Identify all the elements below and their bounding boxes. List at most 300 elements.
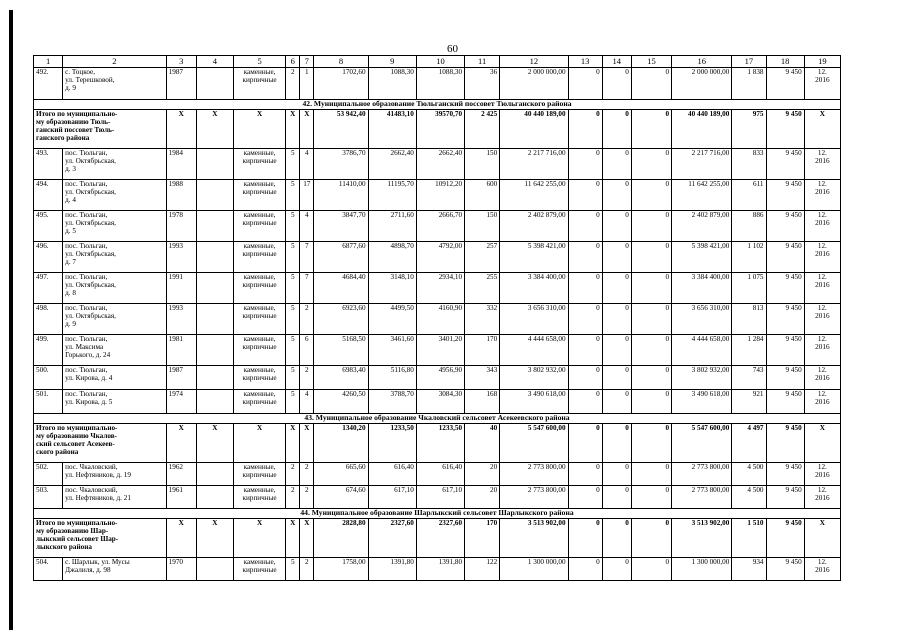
table-cell: [196, 558, 233, 581]
subtotal-cell: 975: [732, 110, 766, 149]
table-cell: 9 450: [766, 558, 804, 581]
table-cell: 0: [568, 463, 602, 486]
subtotal-cell: 39570,70: [416, 110, 464, 149]
table-cell: 9 450: [766, 304, 804, 335]
table-cell: 5: [286, 273, 300, 304]
section-heading: 43. Муниципальное образование Чкаловский сельсовет Асекеевского района: [34, 414, 841, 424]
table-cell: 0: [602, 211, 631, 242]
row-number: 498.: [34, 304, 63, 335]
table-cell: 617,10: [368, 486, 416, 509]
table-cell: 1961: [166, 486, 196, 509]
subtotal-cell: 170: [465, 519, 500, 558]
table-cell: 12. 2016: [804, 149, 840, 180]
table-cell: 1 300 000,00: [500, 558, 568, 581]
address-cell: пос. Тюльган, ул. Октябрьская, д. 5: [63, 211, 167, 242]
row-number: 493.: [34, 149, 63, 180]
table-cell: 170: [465, 335, 500, 366]
subtotal-cell: 53 942,40: [314, 110, 368, 149]
row-number: 501.: [34, 390, 63, 414]
column-number: 9: [368, 56, 416, 68]
subtotal-label: Итого по муниципально- му образованию Тюль- ганский поссовет Тюль- ганского района: [34, 110, 167, 149]
table-cell: 3 802 932,00: [500, 366, 568, 390]
table-cell: 9 450: [766, 68, 804, 100]
table-cell: 4: [300, 211, 314, 242]
column-number: 10: [416, 56, 464, 68]
column-number: 11: [465, 56, 500, 68]
table-cell: 9 450: [766, 180, 804, 211]
table-cell: 2 773 800,00: [500, 486, 568, 509]
table-cell: 2 773 800,00: [500, 463, 568, 486]
row-number: 503.: [34, 486, 63, 509]
address-cell: пос. Тюльган, ул. Октябрьская, д. 9: [63, 304, 167, 335]
table-row: [34, 242, 841, 273]
table-cell: 5: [286, 558, 300, 581]
table-cell: 1962: [166, 463, 196, 486]
subtotal-cell: 0: [602, 110, 631, 149]
table-cell: [196, 242, 233, 273]
table-cell: 9 450: [766, 211, 804, 242]
column-number: 8: [314, 56, 368, 68]
table-cell: 0: [602, 242, 631, 273]
subtotal-cell: 0: [631, 519, 671, 558]
table-row: [34, 463, 841, 486]
table-cell: 665,60: [314, 463, 368, 486]
subtotal-cell: X: [300, 424, 314, 463]
table-cell: 1993: [166, 242, 196, 273]
table-cell: 0: [631, 242, 671, 273]
table-cell: каменные, кирпичные: [233, 242, 285, 273]
column-number: 2: [63, 56, 167, 68]
table-cell: 4: [300, 390, 314, 414]
table-cell: 0: [602, 273, 631, 304]
table-cell: каменные, кирпичные: [233, 273, 285, 304]
subtotal-cell: 9 450: [766, 519, 804, 558]
table-cell: 1991: [166, 273, 196, 304]
row-number: 497.: [34, 273, 63, 304]
table-cell: 6923,60: [314, 304, 368, 335]
table-cell: 1 102: [732, 242, 766, 273]
subtotal-cell: X: [286, 110, 300, 149]
column-number: 3: [166, 56, 196, 68]
table-cell: 4: [300, 149, 314, 180]
table-cell: 12. 2016: [804, 211, 840, 242]
subtotal-cell: 40: [465, 424, 500, 463]
table-cell: 5 398 421,00: [672, 242, 732, 273]
table-cell: 0: [602, 390, 631, 414]
table-cell: 9 450: [766, 486, 804, 509]
table-cell: 0: [568, 390, 602, 414]
address-cell: пос. Тюльган, ул. Октябрьская, д. 4: [63, 180, 167, 211]
subtotal-cell: 0: [602, 519, 631, 558]
table-cell: 0: [568, 486, 602, 509]
subtotal-cell: 1233,50: [368, 424, 416, 463]
row-number: 499.: [34, 335, 63, 366]
column-number: 12: [500, 56, 568, 68]
table-cell: 1: [300, 68, 314, 100]
table-cell: 0: [602, 366, 631, 390]
table-cell: 0: [602, 335, 631, 366]
table-row: [34, 390, 841, 414]
table-row: [34, 486, 841, 509]
table-cell: 0: [602, 486, 631, 509]
table-cell: 2: [286, 463, 300, 486]
subtotal-cell: 5 547 600,00: [672, 424, 732, 463]
table-cell: 600: [465, 180, 500, 211]
table-cell: 0: [568, 242, 602, 273]
table-cell: 3461,60: [368, 335, 416, 366]
table-cell: 1 300 000,00: [672, 558, 732, 581]
address-cell: пос. Чкаловский, ул. Нефтяников, д. 19: [63, 463, 167, 486]
row-number: 495.: [34, 211, 63, 242]
subtotal-cell: 0: [568, 110, 602, 149]
table-cell: 2711,60: [368, 211, 416, 242]
subtotal-cell: 0: [568, 519, 602, 558]
column-number-header: [34, 56, 841, 68]
table-cell: 0: [568, 211, 602, 242]
table-cell: 1758,00: [314, 558, 368, 581]
table-cell: 1993: [166, 304, 196, 335]
table-cell: 12. 2016: [804, 390, 840, 414]
table-cell: 934: [732, 558, 766, 581]
table-cell: 921: [732, 390, 766, 414]
table-cell: 0: [568, 180, 602, 211]
subtotal-label: Итого по муниципально- му образованию Чкалов- ский сельсовет Асекеев- ского района: [34, 424, 167, 463]
table-cell: 1088,30: [416, 68, 464, 100]
table-cell: 2 217 716,00: [672, 149, 732, 180]
table-cell: 4684,40: [314, 273, 368, 304]
subtotal-cell: 40 440 189,00: [672, 110, 732, 149]
column-number: 18: [766, 56, 804, 68]
table-cell: 11195,70: [368, 180, 416, 211]
table-cell: 3 490 618,00: [500, 390, 568, 414]
table-cell: 12. 2016: [804, 273, 840, 304]
subtotal-cell: 3 513 902,00: [500, 519, 568, 558]
table-cell: 4 444 658,00: [672, 335, 732, 366]
table-cell: [196, 68, 233, 100]
subtotal-cell: 9 450: [766, 110, 804, 149]
subtotal-cell: X: [166, 424, 196, 463]
table-cell: 4260,50: [314, 390, 368, 414]
subtotal-cell: X: [196, 519, 233, 558]
table-cell: 2 000 000,00: [672, 68, 732, 100]
table-cell: 12. 2016: [804, 463, 840, 486]
table-cell: [196, 335, 233, 366]
table-cell: 9 450: [766, 390, 804, 414]
table-cell: 9 450: [766, 463, 804, 486]
table-cell: 1984: [166, 149, 196, 180]
table-cell: 5: [286, 335, 300, 366]
table-cell: 12. 2016: [804, 180, 840, 211]
table-cell: 0: [602, 304, 631, 335]
table-cell: 1988: [166, 180, 196, 211]
column-number: 19: [804, 56, 840, 68]
column-number: 13: [568, 56, 602, 68]
subtotal-cell: 1 510: [732, 519, 766, 558]
table-cell: 11 642 255,00: [672, 180, 732, 211]
row-number: 500.: [34, 366, 63, 390]
table-cell: 0: [631, 390, 671, 414]
table-cell: 2: [300, 558, 314, 581]
table-cell: 12. 2016: [804, 335, 840, 366]
table-cell: 11410,00: [314, 180, 368, 211]
table-cell: 617,10: [416, 486, 464, 509]
table-cell: 3 656 310,00: [500, 304, 568, 335]
table-cell: 9 450: [766, 149, 804, 180]
table-cell: 9 450: [766, 366, 804, 390]
subtotal-row: [34, 424, 841, 463]
subtotal-cell: 3 513 902,00: [672, 519, 732, 558]
table-cell: 0: [631, 304, 671, 335]
table-cell: 0: [631, 149, 671, 180]
table-cell: 3 384 400,00: [500, 273, 568, 304]
subtotal-row: [34, 519, 841, 558]
page-binding-line: [9, 10, 13, 630]
table-cell: 2 773 800,00: [672, 463, 732, 486]
row-number: 502.: [34, 463, 63, 486]
subtotal-cell: 5 547 600,00: [500, 424, 568, 463]
table-cell: каменные, кирпичные: [233, 463, 285, 486]
housing-register-table: [33, 55, 841, 581]
table-cell: каменные, кирпичные: [233, 211, 285, 242]
table-cell: 7: [300, 273, 314, 304]
address-cell: пос. Тюльган, ул. Максима Горького, д. 24: [63, 335, 167, 366]
column-number: 4: [196, 56, 233, 68]
table-cell: [196, 149, 233, 180]
table-cell: 813: [732, 304, 766, 335]
table-row: [34, 335, 841, 366]
subtotal-cell: 2 425: [465, 110, 500, 149]
table-cell: 150: [465, 211, 500, 242]
table-cell: 2: [300, 366, 314, 390]
table-cell: [196, 273, 233, 304]
subtotal-label: Итого по муниципально- му образованию Шар- лыкский сельсовет Шар- лыкского района: [34, 519, 167, 558]
subtotal-cell: X: [233, 424, 285, 463]
table-cell: 4792,00: [416, 242, 464, 273]
table-cell: 0: [602, 68, 631, 100]
table-cell: 1702,60: [314, 68, 368, 100]
table-cell: каменные, кирпичные: [233, 335, 285, 366]
table-cell: каменные, кирпичные: [233, 180, 285, 211]
table-cell: 9 450: [766, 242, 804, 273]
table-cell: 2: [300, 304, 314, 335]
table-cell: 2666,70: [416, 211, 464, 242]
table-cell: [196, 390, 233, 414]
column-number: 17: [732, 56, 766, 68]
table-cell: 0: [568, 304, 602, 335]
subtotal-cell: X: [166, 519, 196, 558]
table-cell: 6983,40: [314, 366, 368, 390]
table-cell: 332: [465, 304, 500, 335]
table-cell: каменные, кирпичные: [233, 558, 285, 581]
subtotal-cell: X: [166, 110, 196, 149]
table-cell: 1391,80: [416, 558, 464, 581]
table-cell: [196, 211, 233, 242]
subtotal-cell: 9 450: [766, 424, 804, 463]
table-cell: 5: [286, 242, 300, 273]
subtotal-cell: X: [300, 519, 314, 558]
table-cell: 255: [465, 273, 500, 304]
table-cell: 2 402 879,00: [672, 211, 732, 242]
table-cell: 1981: [166, 335, 196, 366]
table-cell: 0: [631, 463, 671, 486]
table-cell: 4499,50: [368, 304, 416, 335]
table-cell: 5: [286, 149, 300, 180]
subtotal-cell: X: [233, 519, 285, 558]
table-cell: 6877,60: [314, 242, 368, 273]
table-cell: 7: [300, 242, 314, 273]
table-cell: 12. 2016: [804, 486, 840, 509]
section-heading: 44. Муниципальное образование Шарлыкский сельсовет Шарлыкского района: [34, 509, 841, 519]
section-heading-row: [34, 509, 841, 519]
table-cell: каменные, кирпичные: [233, 68, 285, 100]
table-cell: 12. 2016: [804, 68, 840, 100]
subtotal-cell: 2327,60: [416, 519, 464, 558]
table-cell: 5: [286, 304, 300, 335]
table-cell: 0: [568, 149, 602, 180]
table-cell: 1974: [166, 390, 196, 414]
table-cell: 0: [568, 273, 602, 304]
table-cell: 1 838: [732, 68, 766, 100]
table-cell: 0: [631, 273, 671, 304]
subtotal-cell: X: [196, 424, 233, 463]
table-cell: [196, 304, 233, 335]
table-cell: 3847,70: [314, 211, 368, 242]
table-cell: 0: [631, 180, 671, 211]
table-cell: 1391,80: [368, 558, 416, 581]
column-number: 15: [631, 56, 671, 68]
address-cell: пос. Чкаловский, ул. Нефтяников, д. 21: [63, 486, 167, 509]
table-cell: 1987: [166, 366, 196, 390]
table-cell: 4 500: [732, 463, 766, 486]
table-cell: 11 642 255,00: [500, 180, 568, 211]
table-cell: 0: [631, 486, 671, 509]
table-cell: [196, 180, 233, 211]
address-cell: пос. Тюльган, ул. Октябрьская, д. 7: [63, 242, 167, 273]
table-cell: 3786,70: [314, 149, 368, 180]
subtotal-cell: 0: [631, 110, 671, 149]
table-cell: 3 656 310,00: [672, 304, 732, 335]
table-cell: 343: [465, 366, 500, 390]
table-cell: каменные, кирпичные: [233, 366, 285, 390]
table-cell: 4160,90: [416, 304, 464, 335]
table-cell: каменные, кирпичные: [233, 486, 285, 509]
table-cell: 0: [568, 335, 602, 366]
table-cell: 3401,20: [416, 335, 464, 366]
table-cell: 674,60: [314, 486, 368, 509]
subtotal-cell: 2327,60: [368, 519, 416, 558]
table-cell: каменные, кирпичные: [233, 149, 285, 180]
table-cell: 3148,10: [368, 273, 416, 304]
table-row: [34, 211, 841, 242]
table-cell: [196, 463, 233, 486]
subtotal-cell: 1340,20: [314, 424, 368, 463]
table-row: [34, 149, 841, 180]
table-cell: 20: [465, 486, 500, 509]
table-cell: 1 075: [732, 273, 766, 304]
table-row: [34, 558, 841, 581]
table-cell: каменные, кирпичные: [233, 390, 285, 414]
table-cell: 743: [732, 366, 766, 390]
table-cell: 17: [300, 180, 314, 211]
table-cell: 2662,40: [416, 149, 464, 180]
subtotal-cell: 40 440 189,00: [500, 110, 568, 149]
table-cell: 2662,40: [368, 149, 416, 180]
table-cell: 5116,80: [368, 366, 416, 390]
subtotal-cell: 0: [568, 424, 602, 463]
subtotal-cell: X: [300, 110, 314, 149]
table-cell: 5 398 421,00: [500, 242, 568, 273]
section-heading-row: [34, 100, 841, 110]
table-cell: 886: [732, 211, 766, 242]
table-cell: 10912,20: [416, 180, 464, 211]
address-cell: с. Тоцкое, ул. Терешковой, д. 9: [63, 68, 167, 100]
subtotal-cell: X: [804, 519, 840, 558]
table-cell: 12. 2016: [804, 304, 840, 335]
table-cell: 0: [631, 68, 671, 100]
table-cell: 5168,50: [314, 335, 368, 366]
subtotal-cell: 0: [602, 424, 631, 463]
subtotal-row: [34, 110, 841, 149]
table-cell: 3 490 618,00: [672, 390, 732, 414]
row-number: 492.: [34, 68, 63, 100]
address-cell: пос. Тюльган, ул. Кирова, д. 5: [63, 390, 167, 414]
table-cell: 0: [568, 68, 602, 100]
table-cell: 122: [465, 558, 500, 581]
subtotal-cell: X: [196, 110, 233, 149]
address-cell: пос. Тюльган, ул. Октябрьская, д. 8: [63, 273, 167, 304]
table-cell: 1978: [166, 211, 196, 242]
table-cell: 3 802 932,00: [672, 366, 732, 390]
table-cell: [196, 486, 233, 509]
subtotal-cell: X: [286, 519, 300, 558]
table-cell: 0: [631, 366, 671, 390]
table-cell: 0: [602, 558, 631, 581]
section-heading: 42. Муниципальное образование Тюльганский поссовет Тюльганского района: [34, 100, 841, 110]
table-cell: 1987: [166, 68, 196, 100]
table-cell: 2: [300, 486, 314, 509]
column-number: 1: [34, 56, 63, 68]
row-number: 504.: [34, 558, 63, 581]
table-cell: 616,40: [416, 463, 464, 486]
subtotal-cell: 41483,10: [368, 110, 416, 149]
table-cell: 0: [602, 149, 631, 180]
column-number: 7: [300, 56, 314, 68]
subtotal-cell: X: [286, 424, 300, 463]
table-cell: 0: [568, 558, 602, 581]
table-row: [34, 68, 841, 100]
table-cell: 9 450: [766, 335, 804, 366]
table-cell: 150: [465, 149, 500, 180]
subtotal-cell: 4 497: [732, 424, 766, 463]
table-cell: 611: [732, 180, 766, 211]
table-row: [34, 366, 841, 390]
section-heading-row: [34, 414, 841, 424]
table-cell: 2 773 800,00: [672, 486, 732, 509]
table-cell: 833: [732, 149, 766, 180]
table-cell: 2 217 716,00: [500, 149, 568, 180]
column-number: 14: [602, 56, 631, 68]
table-cell: 5: [286, 390, 300, 414]
table-cell: 4956,90: [416, 366, 464, 390]
table-cell: 257: [465, 242, 500, 273]
table-cell: 0: [602, 463, 631, 486]
table-cell: 20: [465, 463, 500, 486]
address-cell: пос. Тюльган, ул. Кирова, д. 4: [63, 366, 167, 390]
subtotal-cell: 2828,80: [314, 519, 368, 558]
table-cell: 36: [465, 68, 500, 100]
table-cell: 2: [286, 486, 300, 509]
table-cell: 12. 2016: [804, 558, 840, 581]
